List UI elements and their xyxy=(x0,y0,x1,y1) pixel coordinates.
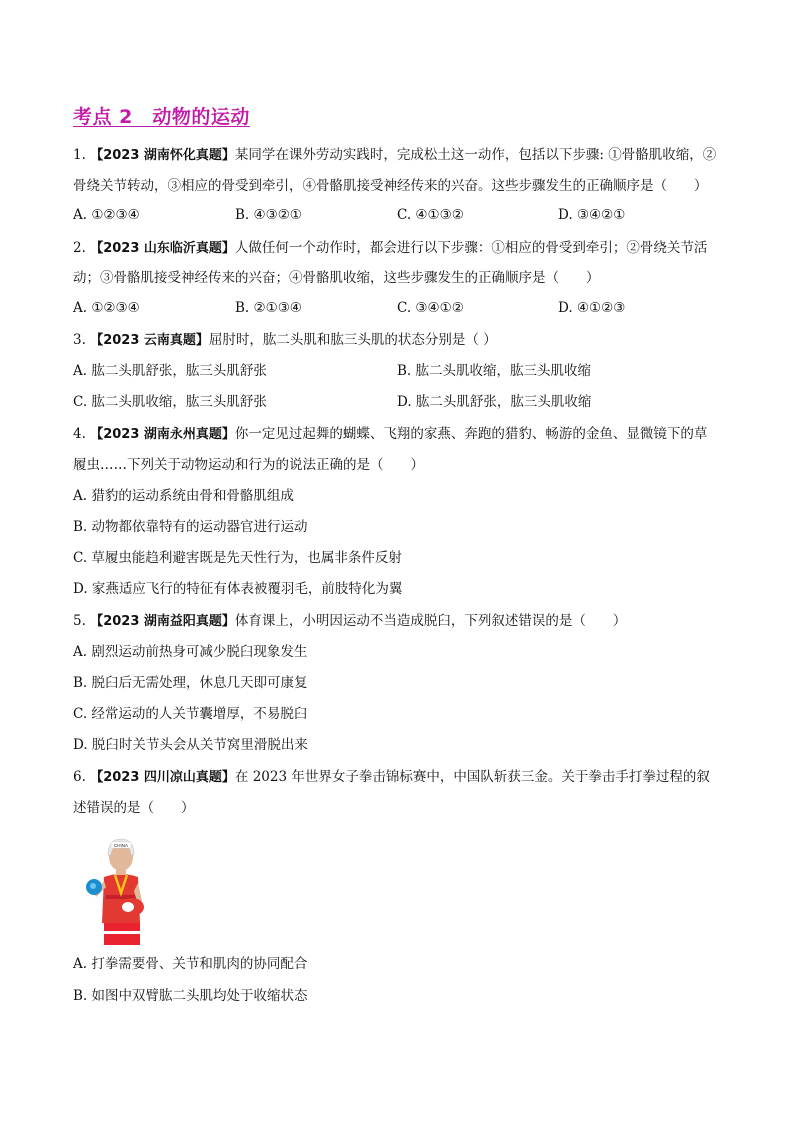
question-5-option-b[interactable]: B. 脱臼后无需处理，休息几天即可康复 xyxy=(73,675,308,691)
question-source: 【2023 山东临沂真题】 xyxy=(90,241,235,256)
question-2-line-2: 动；③骨骼肌接受神经传来的兴奋；④骨骼肌收缩，这些步骤发生的正确顺序是（ ） xyxy=(73,270,600,286)
question-3-option-b[interactable]: B. 肱二头肌收缩，肱三头肌收缩 xyxy=(397,363,592,379)
question-4-option-b[interactable]: B. 动物都依靠特有的运动器官进行运动 xyxy=(73,519,308,535)
question-stem: 人做任何一个动作时，都会进行以下步骤：①相应的骨受到牵引；②骨绕关节活 xyxy=(234,240,708,256)
headgear-label: CHINA xyxy=(113,843,129,848)
question-2-option-d[interactable]: D. ④①②③ xyxy=(558,300,626,316)
question-1-option-b[interactable]: B. ④③②① xyxy=(235,207,302,223)
question-2-option-b[interactable]: B. ②①③④ xyxy=(235,300,302,316)
question-4-option-a[interactable]: A. 猎豹的运动系统由骨和骨骼肌组成 xyxy=(73,488,294,504)
question-stem: 屈肘时，肱二头肌和肱三头肌的状态分别是（ ） xyxy=(208,332,497,348)
question-source: 【2023 湖南永州真题】 xyxy=(90,427,235,442)
section-title: 考点 2 动物的运动 xyxy=(73,106,250,128)
question-4-line-2: 履虫……下列关于动物运动和行为的说法正确的是（ ） xyxy=(73,457,424,473)
question-4-line-1 xyxy=(73,425,707,444)
question-3-option-c[interactable]: C. 肱二头肌收缩，肱三头肌舒张 xyxy=(73,394,267,410)
question-6-option-a[interactable]: A. 打拳需要骨、关节和肌肉的协同配合 xyxy=(73,956,308,972)
question-2-option-a[interactable]: A. ①②③④ xyxy=(73,300,140,316)
question-source: 【2023 湖南怀化真题】 xyxy=(90,148,235,163)
question-number: 5. xyxy=(73,613,86,629)
question-source: 【2023 云南真题】 xyxy=(90,333,209,348)
question-1-option-a[interactable]: A. ①②③④ xyxy=(73,207,140,223)
question-4-option-d[interactable]: D. 家燕适应飞行的特征有体表被覆羽毛，前肢特化为翼 xyxy=(73,581,403,597)
question-stem: 某同学在课外劳动实践时，完成松土这一动作，包括以下步骤: ①骨骼肌收缩，② xyxy=(234,147,717,163)
question-5-option-a[interactable]: A. 剧烈运动前热身可减少脱臼现象发生 xyxy=(73,644,308,660)
question-number: 1. xyxy=(73,147,86,163)
question-number: 3. xyxy=(73,332,86,348)
question-stem: 体育课上，小明因运动不当造成脱臼，下列叙述错误的是（ ） xyxy=(234,613,627,629)
boxer-photo xyxy=(82,835,160,945)
question-6-option-b[interactable]: B. 如图中双臂肱二头肌均处于收缩状态 xyxy=(73,988,308,1004)
question-4-option-c[interactable]: C. 草履虫能趋利避害既是先天性行为，也属非条件反射 xyxy=(73,550,402,566)
question-5-option-c[interactable]: C. 经常运动的人关节囊增厚，不易脱臼 xyxy=(73,706,308,722)
question-3-option-d[interactable]: D. 肱二头肌舒张，肱三头肌收缩 xyxy=(397,394,592,410)
question-number: 4. xyxy=(73,426,86,442)
question-1-option-d[interactable]: D. ③④②① xyxy=(558,207,626,223)
question-number: 6. xyxy=(73,769,86,785)
question-6-line-1 xyxy=(73,768,710,787)
question-1-line-1 xyxy=(73,146,716,165)
question-3-option-a[interactable]: A. 肱二头肌舒张，肱三头肌舒张 xyxy=(73,363,267,379)
question-2-option-c[interactable]: C. ③④①② xyxy=(397,300,464,316)
question-source: 【2023 四川凉山真题】 xyxy=(90,770,235,785)
question-5-option-d[interactable]: D. 脱臼时关节头会从关节窝里滑脱出来 xyxy=(73,737,308,753)
question-2-line-1 xyxy=(73,239,707,258)
question-source: 【2023 湖南益阳真题】 xyxy=(90,614,235,629)
question-5-line-1 xyxy=(73,612,626,631)
question-1-line-2: 骨绕关节转动，③相应的骨受到牵引，④骨骼肌接受神经传来的兴奋。这些步骤发生的正确顺序是（ ） xyxy=(73,178,708,194)
question-stem: 在 2023 年世界女子拳击锦标赛中，中国队斩获三金。关于拳击手打拳过程的叙 xyxy=(234,769,710,785)
question-number: 2. xyxy=(73,240,86,256)
question-3-line-1 xyxy=(73,331,497,350)
question-1-option-c[interactable]: C. ④①③② xyxy=(397,207,464,223)
question-stem: 你一定见过起舞的蝴蝶、飞翔的家燕、奔跑的猎豹、畅游的金鱼、显微镜下的草 xyxy=(234,426,708,442)
question-6-line-2: 述错误的是（ ） xyxy=(73,800,195,816)
